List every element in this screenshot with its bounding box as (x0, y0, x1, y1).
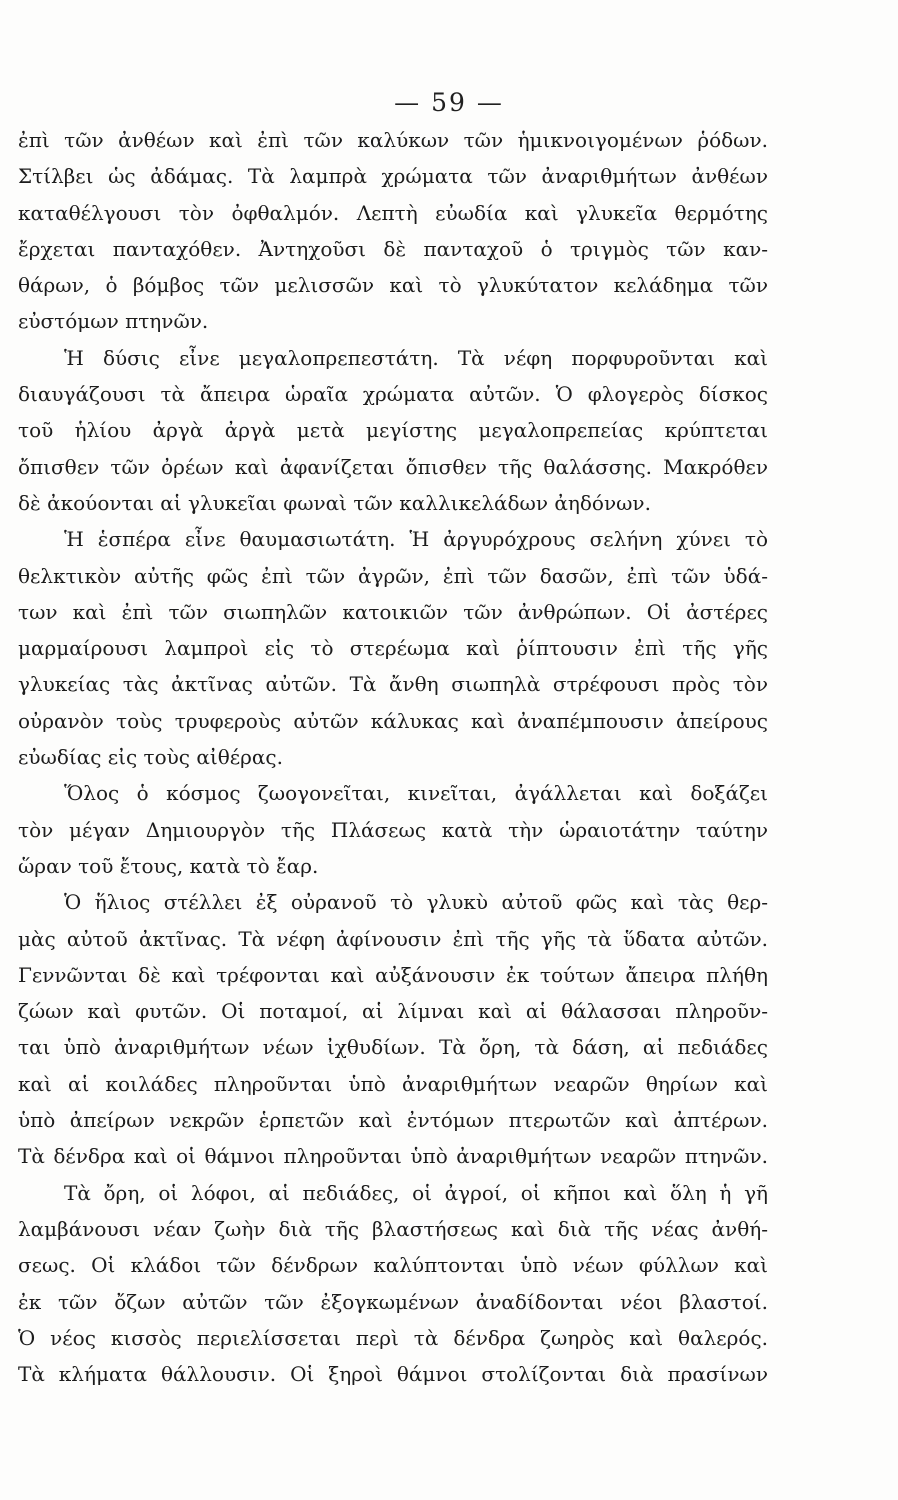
text-line: ὄπισθεν τῶν ὀρέων καὶ ἀφανίζεται ὄπισθεν τῆς θαλάσσης. Μακρόθεν (18, 454, 768, 479)
text-line: τοῦ ἡλίου ἀργὰ ἀργὰ μετὰ μεγίστης μεγαλοπρεπείας κρύπτεται (18, 418, 768, 443)
text-line: ται ὑπὸ ἀναριθμήτων νέων ἰχθυδίων. Τὰ ὄρη, τὰ δάση, αἱ πεδιάδες (18, 1035, 768, 1060)
text-line: τὸν μέγαν Δημιουργὸν τῆς Πλάσεως κατὰ τὴν ὡραιοτάτην ταύτην (18, 817, 768, 842)
text-line: ζώων καὶ φυτῶν. Οἱ ποταμοί, αἱ λίμναι καὶ αἱ θάλασσαι πληροῦν- (18, 999, 768, 1024)
text-line: εὐστόμων πτηνῶν. (18, 309, 209, 334)
paragraph-start-line: Ἡ ἑσπέρα εἶνε θαυμασιωτάτη. Ἡ ἀργυρόχρους σελήνη χύνει τὸ (64, 527, 768, 552)
text-line: δὲ ἀκούονται αἱ γλυκεῖαι φωναὶ τῶν καλλικελάδων ἀηδόνων. (18, 490, 651, 515)
text-line: σεως. Οἱ κλάδοι τῶν δένδρων καλύπτονται ὑπὸ νέων φύλλων καὶ (18, 1253, 768, 1278)
text-line: μὰς αὐτοῦ ἀκτῖνας. Τὰ νέφη ἀφίνουσιν ἐπὶ τῆς γῆς τὰ ὕδατα αὐτῶν. (18, 926, 768, 951)
text-line: ὥραν τοῦ ἔτους, κατὰ τὸ ἔαρ. (18, 853, 319, 878)
text-line: μαρμαίρουσι λαμπροὶ εἰς τὸ στερέωμα καὶ ῥίπτουσιν ἐπὶ τῆς γῆς (18, 636, 768, 661)
text-line: ὑπὸ ἀπείρων νεκρῶν ἑρπετῶν καὶ ἐντόμων πτερωτῶν καὶ ἀπτέρων. (18, 1108, 768, 1133)
text-line: οὐρανὸν τοὺς τρυφεροὺς αὐτῶν κάλυκας καὶ ἀναπέμπουσιν ἀπείρους (18, 708, 768, 733)
text-line: θελκτικὸν αὐτῆς φῶς ἐπὶ τῶν ἀγρῶν, ἐπὶ τῶν δασῶν, ἐπὶ τῶν ὑδά- (18, 563, 768, 588)
text-line: ἐπὶ τῶν ἀνθέων καὶ ἐπὶ τῶν καλύκων τῶν ἡμικνοιγομένων ῥόδων. (18, 128, 768, 152)
text-line: Τὰ δένδρα καὶ οἱ θάμνοι πληροῦνται ὑπὸ ἀναριθμήτων νεαρῶν πτηνῶν. (18, 1144, 768, 1169)
page-number: — 59 — (394, 88, 504, 117)
paragraph-start-line: Τὰ ὄρη, οἱ λόφοι, αἱ πεδιάδες, οἱ ἀγροί, οἱ κῆποι καὶ ὅλη ἡ γῆ (64, 1180, 768, 1205)
text-line: καταθέλγουσι τὸν ὀφθαλμόν. Λεπτὴ εὐωδία καὶ γλυκεῖα θερμότης (18, 200, 768, 225)
text-line: γλυκείας τὰς ἀκτῖνας αὐτῶν. Τὰ ἄνθη σιωπηλὰ στρέφουσι πρὸς τὸν (18, 672, 768, 697)
text-line: ἐκ τῶν ὄζων αὐτῶν τῶν ἐξογκωμένων ἀναδίδονται νέοι βλαστοί. (18, 1289, 768, 1314)
text-line: Γεννῶνται δὲ καὶ τρέφονται καὶ αὐξάνουσιν ἐκ τούτων ἄπειρα πλήθη (18, 962, 768, 987)
paragraph-start-line: Ἡ δύσις εἶνε μεγαλοπρεπεστάτη. Τὰ νέφη πορφυροῦνται καὶ (64, 345, 768, 370)
text-line: εὐωδίας εἰς τοὺς αἰθέρας. (18, 745, 283, 770)
text-line: διαυγάζουσι τὰ ἄπειρα ὡραῖα χρώματα αὐτῶν. Ὁ φλογερὸς δίσκος (18, 382, 768, 407)
paragraph-start-line: Ὅλος ὁ κόσμος ζωογονεῖται, κινεῖται, ἀγάλλεται καὶ δοξάζει (64, 781, 768, 806)
text-line: καὶ αἱ κοιλάδες πληροῦνται ὑπὸ ἀναριθμήτων νεαρῶν θηρίων καὶ (18, 1071, 768, 1096)
text-line: ἔρχεται πανταχόθεν. Ἀντηχοῦσι δὲ πανταχοῦ ὁ τριγμὸς τῶν καν- (18, 236, 768, 261)
text-line: Τὰ κλήματα θάλλουσιν. Οἱ ξηροὶ θάμνοι στολίζονται διὰ πρασίνων (18, 1362, 768, 1387)
body-text (18, 122, 768, 1392)
text-line: Στίλβει ὡς ἀδάμας. Τὰ λαμπρὰ χρώματα τῶν ἀναριθμήτων ἀνθέων (18, 164, 768, 189)
text-line: των καὶ ἐπὶ τῶν σιωπηλῶν κατοικιῶν τῶν ἀνθρώπων. Οἱ ἀστέρες (18, 599, 768, 624)
paragraph-start-line: Ὁ ἥλιος στέλλει ἐξ οὐρανοῦ τὸ γλυκὺ αὐτοῦ φῶς καὶ τὰς θερ- (64, 890, 768, 915)
text-line: λαμβάνουσι νέαν ζωὴν διὰ τῆς βλαστήσεως καὶ διὰ τῆς νέας ἀνθή- (18, 1216, 768, 1241)
text-line: Ὁ νέος κισσὸς περιελίσσεται περὶ τὰ δένδρα ζωηρὸς καὶ θαλερός. (18, 1325, 768, 1350)
text-line: θάρων, ὁ βόμβος τῶν μελισσῶν καὶ τὸ γλυκύτατον κελάδημα τῶν (18, 273, 768, 298)
